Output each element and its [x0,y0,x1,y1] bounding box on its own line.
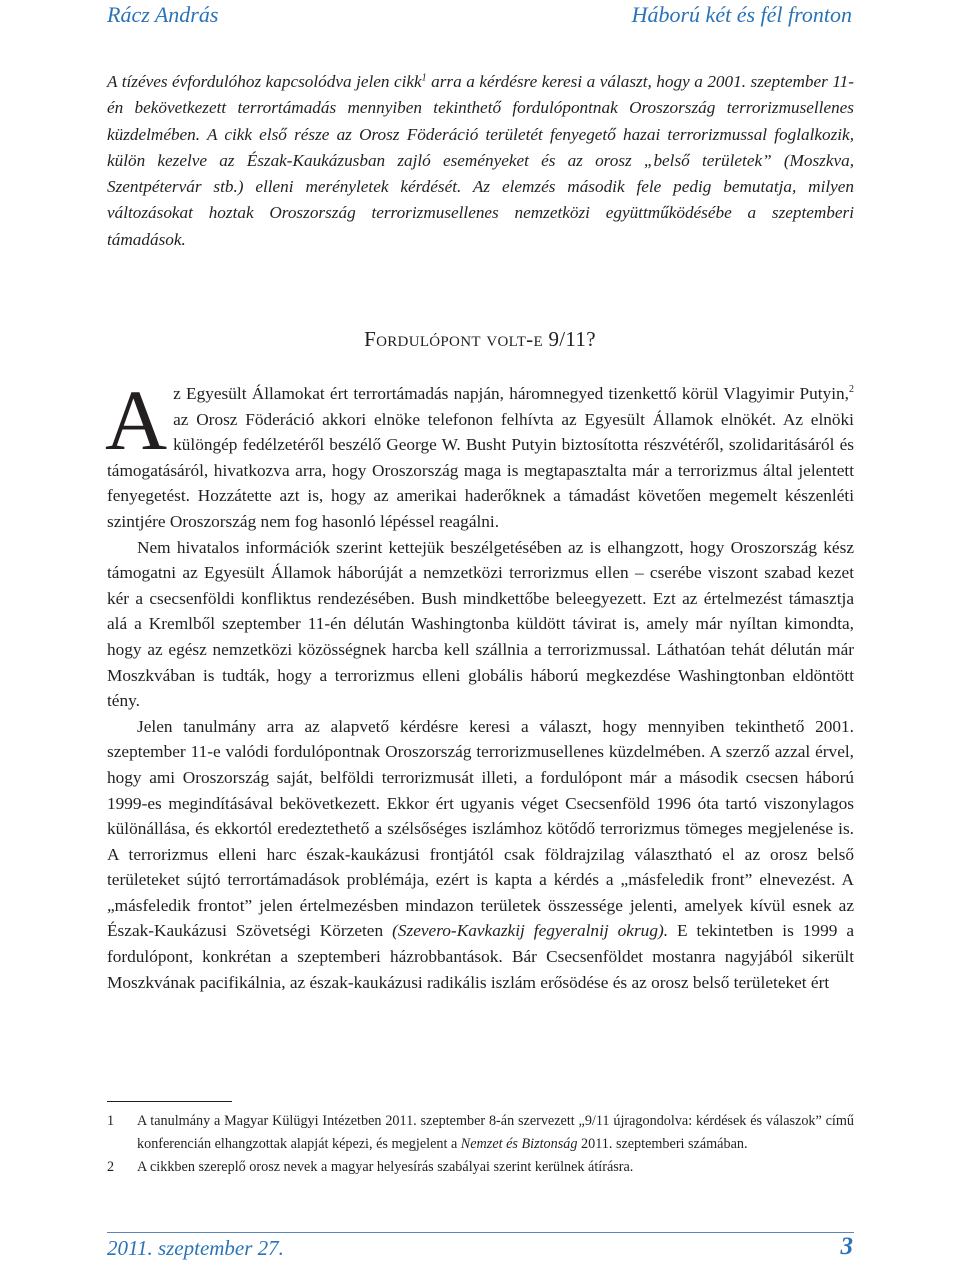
drop-cap: A [105,372,168,468]
header-author: Rácz András [107,2,219,27]
footnote-1-text-a: A tanulmány a Magyar Külügyi Intézetben 2011. szeptember 8-án szervezett „9/11 újragondolva: kérdések és válaszok” című konferencián elhangzottak alapját képezi, és megjelent a [137,1113,854,1152]
footnote-2-text: A cikkben szereplő orosz nevek a magyar helyesírás szabályai szerint kerülnek átírásra. [137,1159,634,1175]
paragraph-2: Nem hivatalos információk szerint kettejük beszélgetésében az is elhangzott, hogy Oroszország kész támogatni az Egyesült Államok háborúját a nemzetközi terrorizmus ellen – cserébe viszont szabad kezet kér a csecsenföldi konfliktus rendezésében. Bush mindkettőbe beleegyezett. Ezt az értelmezést támasztja alá a Kremlből szeptember 11-én délután Washingtonba küldött távirat is, amely már nyíltan kimondta, hogy az egész nemzetközi közösségnek harcba kell szállnia a terrorizmussal. Láthatóan tehát délután már Moszkvában is tudták, hogy a terrorizmus elleni globális háború megkezdése Washingtonban eldöntött tény. [107,537,854,711]
abstract [107,69,854,253]
paragraph-1 [105,372,854,535]
page-number: 3 [840,1233,853,1260]
paragraph-1-text-a: z Egyesült Államokat ért terrortámadás napján, háromnegyed tizenkettő körül Vlagyimir Putyin, [173,384,849,403]
footnote-1-italic: Nemzet és Biztonság [460,1136,578,1152]
footer-date: 2011. szeptember 27. [107,1236,284,1260]
paragraph-3-italic: (Szevero-Kavkazkij fegyeralnij okrug). [392,921,669,941]
body-text [105,372,854,995]
footnote-ref-2[interactable]: 2 [849,384,854,396]
footnote-2-number: 2 [107,1159,115,1175]
footnote-2 [107,1156,854,1179]
section-title: Fordulópont volt-e 9/11? [364,327,596,351]
footnote-1-text-b: 2011. szeptemberi számában. [577,1136,748,1152]
footnotes [107,1110,854,1179]
paragraph-3-text-b: E tekintetben is 1999 a fordulópont, konkrétan a szeptemberi házrobbantások. Bár Csecsenföldet mostanra nagyjából sikerült Moszkvának pacifikálnia, az észak-kaukázusi radikális iszlám erősödése és az orosz belső területeket ért [107,921,854,992]
footnote-1-number: 1 [107,1113,115,1129]
paragraph-3-text-a: Jelen tanulmány arra az alapvető kérdésre keresi a választ, hogy mennyiben tekinthető 2001. szeptember 11-e valódi fordulópontnak Oroszország terrorizmusellenes küzdelmében. A szerző azzal érvel, hogy ami Oroszország saját, belföldi terrorizmusát illeti, a fordulópont már a második csecsen háború 1999-es megindításával bekövetkezett. Ekkor ért ugyanis véget Csecsenföld 1996 óta tartó viszonylagos különállása, és ekkortól eredeztethető a szélsőséges iszlámhoz kötődő terrorizmus tömeges megjelenése is. A terrorizmus elleni harc észak-kaukázusi frontjától csak földrajzilag választható el az orosz belső területeket sújtó terrortámadások problémája, ezért is kapta a kérdés a „másfeledik front” elnevezést. A „másfeledik frontot” jelen értelmezésben mindazon területek összessége jelenti, amelyek kívül esnek az Észak-Kaukázusi Szövetségi Körzeten [107,716,854,941]
footnote-ref-1[interactable]: 1 [421,72,427,84]
running-header [0,0,960,36]
footnote-1 [107,1110,854,1156]
footer-divider [107,1232,854,1233]
header-title: Háború két és fél fronton [631,2,852,27]
abstract-text-start: A tízéves évfordulóhoz kapcsolódva jelen cikk [107,72,422,91]
paragraph-1-text-b: az Orosz Föderáció akkori elnöke telefonon felhívta az Egyesült Államok elnökét. Az elnöki különgép fedélzetéről beszélő George W. Busht Putyin biztosította részvétéről, szolidaritásáról és támogatásáról, hivatkozva arra, hogy Oroszország maga is megtapasztalta már a terrorizmus által jelentett fenyegetést. Hozzátette azt is, hogy az amerikai haderőknek a támadást követően megemelt készenléti szintjére Oroszország nem fog hasonló lépéssel reagálni. [107,409,854,531]
footnote-divider [107,1101,232,1102]
abstract-text-rest: arra a kérdésre keresi a választ, hogy a 2001. szeptember 11-én bekövetkezett terrortámadás mennyiben tekinthető fordulópontnak Oroszország terrorizmusellenes küzdelmében. A cikk első része az Orosz Föderáció területét fenyegető hazai terrorizmussal foglalkozik, külön kezelve az Észak-Kaukázusban zajló eseményeket és az orosz „belső területek” (Moszkva, Szentpétervár stb.) elleni merényletek kérdését. Az elemzés második fele pedig bemutatja, milyen változásokat hoztak Oroszország terrorizmusellenes nemzetközi együttműködésébe a szeptemberi támadások. [107,72,854,249]
paragraph-3 [107,714,854,996]
